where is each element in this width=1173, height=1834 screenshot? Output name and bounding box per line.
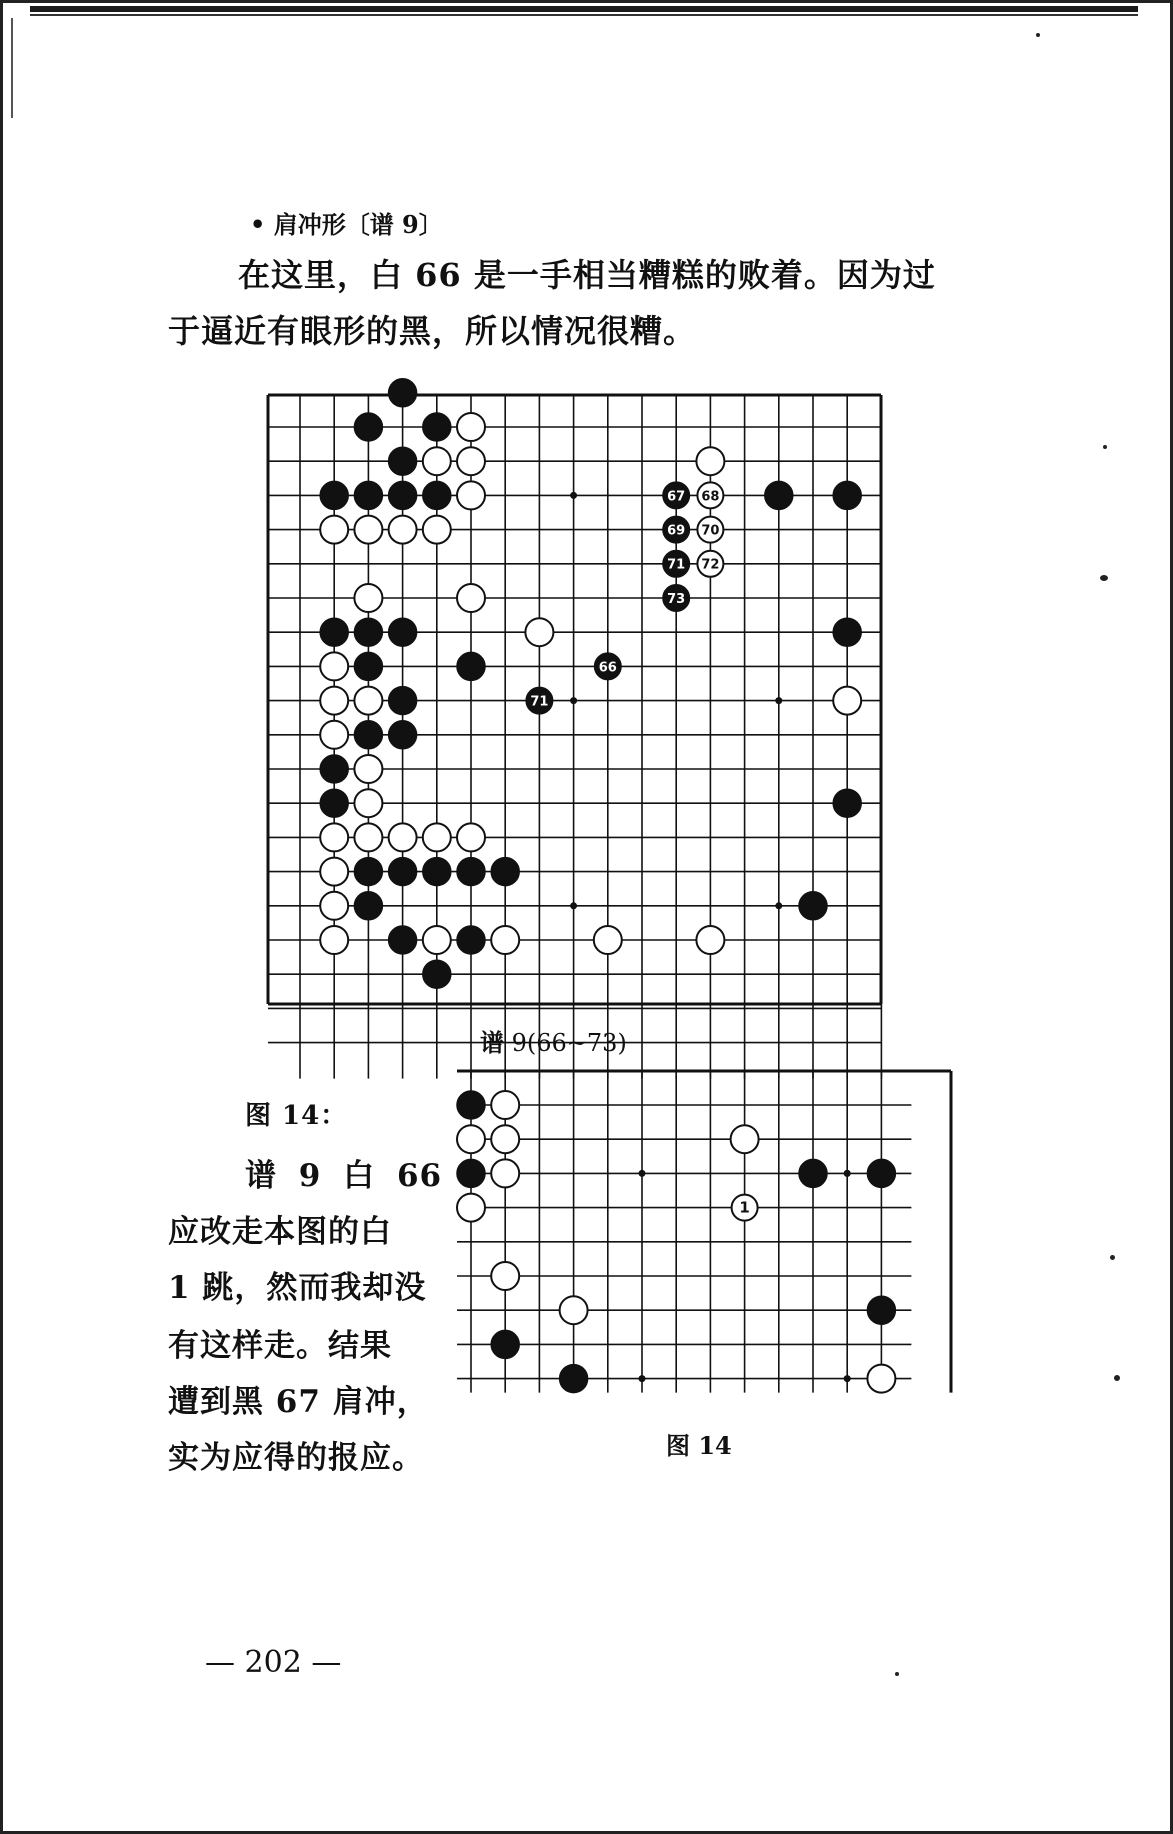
white-stone — [594, 926, 622, 954]
black-stone — [354, 721, 382, 749]
white-stone — [320, 516, 348, 544]
diagram-caption-main — [480, 1023, 627, 1058]
paragraph-line: 于逼近有眼形的黑，所以情况很糟。 — [168, 312, 697, 350]
black-stone — [354, 858, 382, 886]
move-number-label: 67 — [667, 489, 686, 505]
scan-speck — [1100, 575, 1108, 581]
white-stone — [491, 1262, 519, 1290]
white-stone — [389, 516, 417, 544]
white-stone — [354, 584, 382, 612]
black-stone — [389, 858, 417, 886]
black-stone — [389, 618, 417, 646]
black-stone — [389, 447, 417, 475]
black-stone — [389, 687, 417, 715]
black-stone — [833, 481, 861, 509]
black-stone — [833, 789, 861, 817]
black-stone — [491, 1330, 519, 1358]
scan-speck — [1036, 33, 1040, 37]
white-stone — [491, 1159, 519, 1187]
move-number-label: 73 — [667, 591, 686, 607]
white-stone — [354, 516, 382, 544]
move-number-label: 1 — [739, 1198, 750, 1217]
white-stone — [491, 926, 519, 954]
white-stone — [731, 1125, 759, 1153]
black-stone — [389, 379, 417, 407]
white-stone — [457, 413, 485, 441]
white-stone — [491, 1125, 519, 1153]
black-stone — [560, 1365, 588, 1393]
white-stone — [457, 1194, 485, 1222]
side-text-line: 谱 9 白 66 — [245, 1158, 443, 1194]
side-text-line: 1 跳，然而我却没 — [168, 1270, 427, 1306]
black-stone — [457, 858, 485, 886]
white-stone — [457, 481, 485, 509]
black-stone — [320, 755, 348, 783]
move-number-label: 70 — [701, 523, 720, 539]
white-stone — [457, 823, 485, 851]
black-stone — [423, 413, 451, 441]
page-number: — 202 — — [205, 1645, 342, 1680]
white-stone — [696, 447, 724, 475]
side-text-line: 有这样走。结果 — [168, 1328, 392, 1364]
black-stone — [423, 960, 451, 988]
side-text-line: 图 14： — [245, 1101, 348, 1131]
black-stone — [423, 481, 451, 509]
star-point — [844, 1170, 851, 1177]
white-stone — [423, 516, 451, 544]
white-stone — [867, 1365, 895, 1393]
star-point — [775, 902, 782, 909]
star-point — [775, 697, 782, 704]
black-stone — [354, 892, 382, 920]
white-stone — [320, 652, 348, 680]
black-stone — [389, 721, 417, 749]
white-stone — [491, 1091, 519, 1119]
black-stone — [354, 618, 382, 646]
star-point — [570, 697, 577, 704]
white-stone — [354, 823, 382, 851]
white-stone — [320, 687, 348, 715]
scan-speck — [1110, 1255, 1115, 1260]
side-text-line: 实为应得的报应。 — [168, 1440, 424, 1476]
black-stone — [799, 892, 827, 920]
black-stone — [320, 481, 348, 509]
white-stone — [560, 1296, 588, 1324]
black-stone — [389, 926, 417, 954]
scan-speck — [1114, 1375, 1120, 1381]
move-number-label: 66 — [598, 660, 617, 676]
scan-speck — [1103, 445, 1107, 449]
black-stone — [354, 481, 382, 509]
white-stone — [320, 721, 348, 749]
star-point — [639, 1375, 646, 1382]
white-stone — [389, 823, 417, 851]
move-number-label: 72 — [701, 557, 720, 573]
black-stone — [354, 413, 382, 441]
black-stone — [799, 1159, 827, 1187]
black-stone — [457, 1159, 485, 1187]
black-stone — [867, 1296, 895, 1324]
side-text-line: 应改走本图的白 — [168, 1214, 392, 1250]
move-number-label: 71 — [667, 557, 686, 573]
white-stone — [320, 892, 348, 920]
white-stone — [457, 584, 485, 612]
white-stone — [696, 926, 724, 954]
move-number-label: 69 — [667, 523, 686, 539]
black-stone — [457, 1091, 485, 1119]
black-stone — [765, 481, 793, 509]
caption-prefix: 谱 — [480, 1028, 504, 1057]
paragraph-line: 在这里，白 66 是一手相当糟糕的败着。因为过 — [238, 256, 936, 294]
side-text-line: 遭到黑 67 肩冲， — [168, 1384, 429, 1420]
white-stone — [354, 755, 382, 783]
black-stone — [491, 858, 519, 886]
black-stone — [833, 618, 861, 646]
black-stone — [457, 926, 485, 954]
black-stone — [867, 1159, 895, 1187]
white-stone — [320, 926, 348, 954]
diagram-caption-fig14: 图 14 — [666, 1431, 732, 1460]
white-stone — [423, 447, 451, 475]
white-stone — [423, 926, 451, 954]
star-point — [844, 1375, 851, 1382]
black-stone — [389, 481, 417, 509]
white-stone — [833, 687, 861, 715]
white-stone — [457, 1125, 485, 1153]
black-stone — [320, 618, 348, 646]
section-heading: • 肩冲形〔谱 9〕 — [250, 210, 443, 239]
black-stone — [320, 789, 348, 817]
star-point — [570, 902, 577, 909]
black-stone — [457, 652, 485, 680]
white-stone — [354, 789, 382, 817]
black-stone — [423, 858, 451, 886]
white-stone — [320, 858, 348, 886]
black-stone — [354, 652, 382, 680]
star-point — [570, 492, 577, 499]
white-stone — [423, 823, 451, 851]
white-stone — [457, 447, 485, 475]
white-stone — [525, 618, 553, 646]
move-number-label: 71 — [530, 694, 549, 710]
move-number-label: 68 — [701, 489, 720, 505]
white-stone — [354, 687, 382, 715]
caption-move-range: 9(66~73) — [504, 1029, 627, 1057]
white-stone — [320, 823, 348, 851]
scan-speck — [895, 1672, 899, 1676]
star-point — [639, 1170, 646, 1177]
